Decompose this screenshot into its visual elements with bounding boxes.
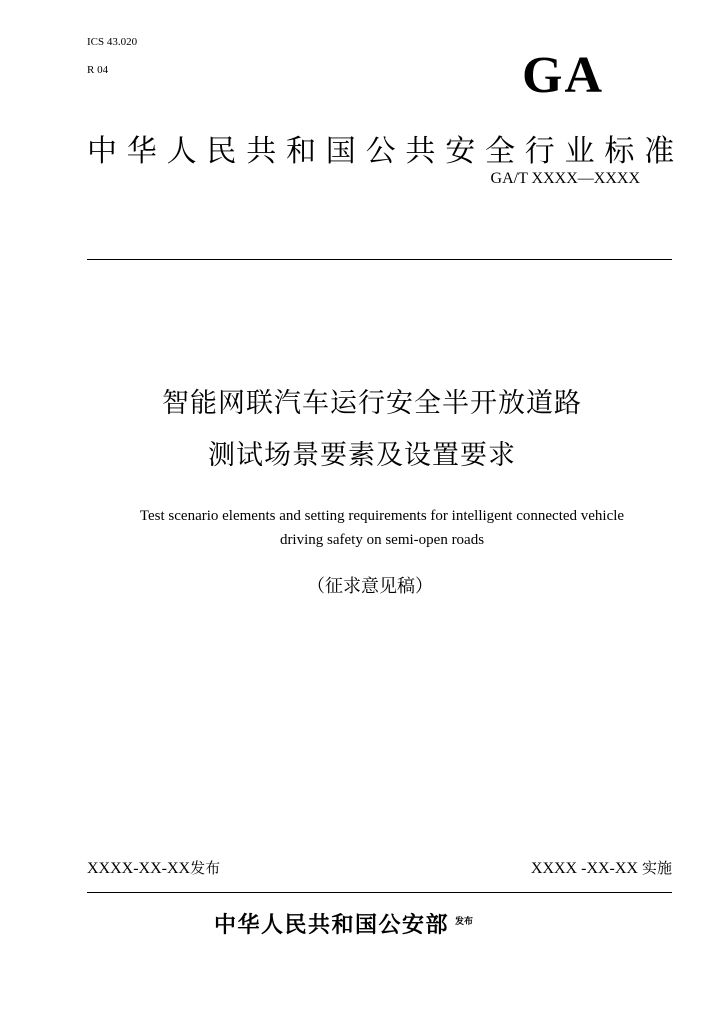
issue-date-line: [87, 857, 220, 878]
standard-number: GA/T XXXX—XXXX: [490, 170, 640, 187]
draft-note: （征求意见稿）: [307, 576, 433, 597]
title-en-line-1: Test scenario elements and setting requirements for intelligent connected vehicle: [139, 508, 625, 524]
issue-date: XXXX-XX-XX: [87, 860, 191, 877]
implement-label: 实施: [641, 859, 672, 877]
title-zh-line-2: 测试场景要素及设置要求: [208, 440, 516, 471]
implement-date: XXXX -XX-XX: [530, 860, 638, 877]
issuer-line: [214, 908, 473, 939]
classification-code: R 04: [87, 64, 109, 76]
title-en-line-2: driving safety on semi-open roads: [279, 532, 485, 548]
issuer-tag: 发布: [455, 917, 474, 927]
issuer-name: 中华人民共和国公安部: [214, 913, 450, 938]
standard-category: 中华人民共和国公共安全行业标准: [87, 134, 684, 169]
implement-date-line: [531, 857, 672, 878]
issue-label: 发布: [190, 859, 221, 877]
bottom-divider: [87, 892, 672, 893]
title-zh-line-1: 智能网联汽车运行安全半开放道路: [162, 388, 582, 419]
ics-code: ICS 43.020: [87, 36, 138, 48]
top-divider: [87, 259, 672, 260]
ga-logo: GA: [522, 47, 604, 104]
